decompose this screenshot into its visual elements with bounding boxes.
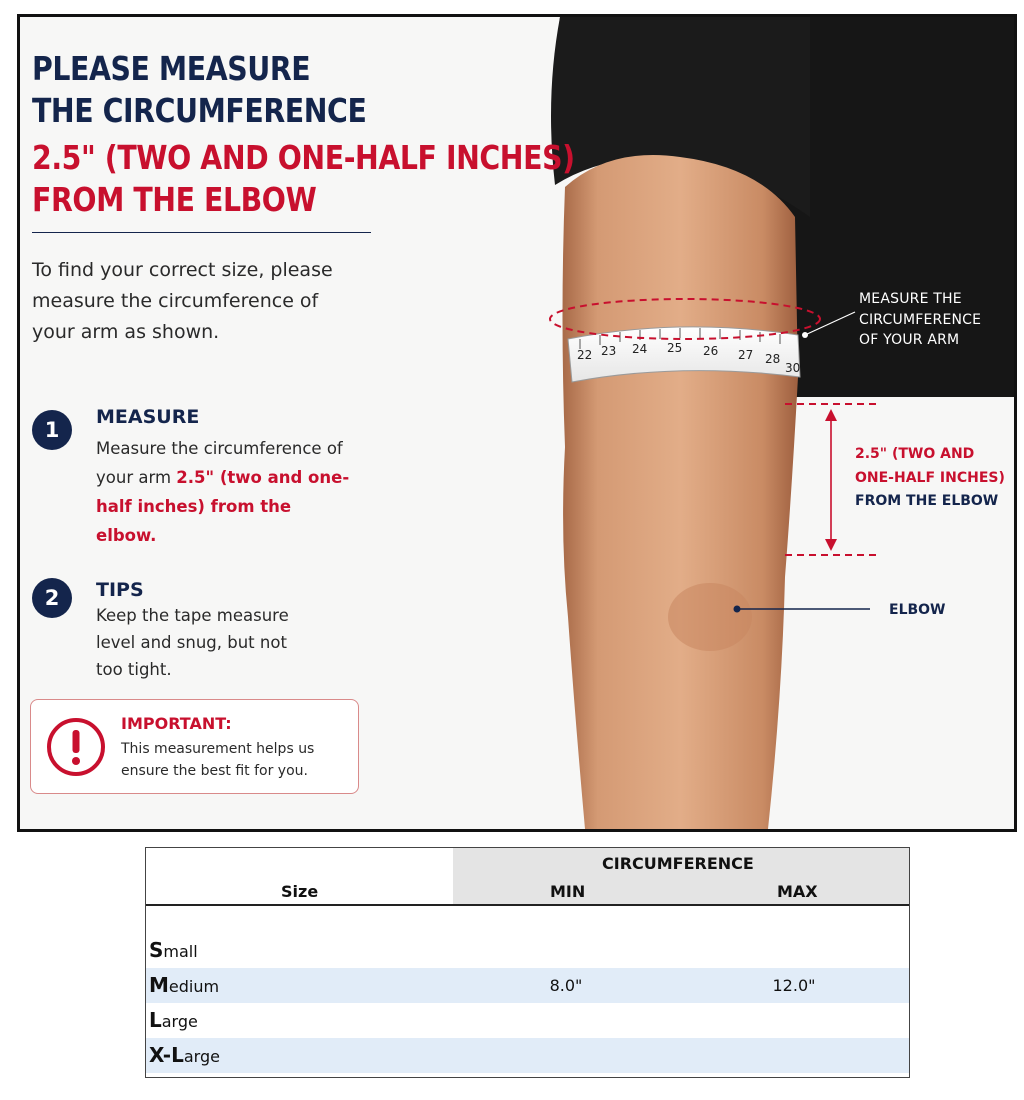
important-text: This measurement helps us ensure the best fit for you. (121, 741, 315, 779)
table-row (146, 1038, 909, 1073)
tape-number: 23 (601, 344, 617, 358)
tape-number: 26 (703, 344, 719, 358)
max-column-header: MAX (777, 882, 818, 901)
min-value: 8.0" (549, 976, 583, 995)
sizing-infographic (17, 14, 1017, 832)
measure-callout: MEASURE THE CIRCUMFERENCE OF YOUR ARM (859, 291, 982, 348)
tape-number: 24 (632, 342, 648, 356)
distance-callout: 2.5" (TWO AND ONE-HALF INCHES) FROM THE ELBOW (855, 446, 1005, 509)
table-row (146, 968, 909, 1003)
size-label: Medium (149, 973, 220, 997)
max-value: 12.0" (772, 976, 816, 995)
tape-number: 27 (738, 348, 754, 362)
circumference-group-header: CIRCUMFERENCE (602, 854, 754, 873)
step-1-number-badge: 1 (32, 410, 72, 450)
headline-line-2: THE CIRCUMFERENCE (32, 91, 367, 130)
step-2-number-badge: 2 (32, 578, 72, 618)
min-column-header: MIN (550, 882, 586, 901)
important-notice (30, 699, 359, 794)
tape-number: 22 (577, 348, 593, 362)
table-row (146, 933, 909, 968)
size-label: Small (149, 938, 198, 962)
headline-line-4: FROM THE ELBOW (32, 180, 317, 219)
size-column-header: Size (281, 882, 319, 901)
intro-text: To find your correct size, please measure the circumference of your arm as shown. (32, 259, 333, 343)
elbow-callout: ELBOW (889, 602, 946, 618)
tape-number: 28 (765, 352, 781, 366)
step-1-text: Measure the circumference of your arm 2.5" (two and one-half inches) from the elbow. (96, 439, 350, 545)
size-label: Large (149, 1008, 198, 1032)
step-2-title: TIPS (96, 579, 144, 601)
arm (563, 155, 799, 829)
important-title: IMPORTANT: (121, 714, 232, 733)
step-2-text: Keep the tape measure level and snug, but not too tight. (96, 606, 289, 679)
size-label: X-Large (149, 1043, 220, 1067)
step-1-title: MEASURE (96, 406, 200, 428)
headline-line-1: PLEASE MEASURE (32, 49, 311, 88)
exclamation-circle-icon (45, 716, 107, 778)
size-chart-table (145, 847, 910, 1078)
tape-number: 25 (667, 341, 683, 355)
tape-number: 30 (785, 361, 801, 375)
headline-line-3: 2.5" (TWO AND ONE-HALF INCHES) (32, 138, 575, 177)
step-1-emphasis: 2.5" (two and one-half inches) from the elbow. (96, 468, 350, 545)
headline-divider (32, 232, 371, 233)
table-row (146, 1003, 909, 1038)
